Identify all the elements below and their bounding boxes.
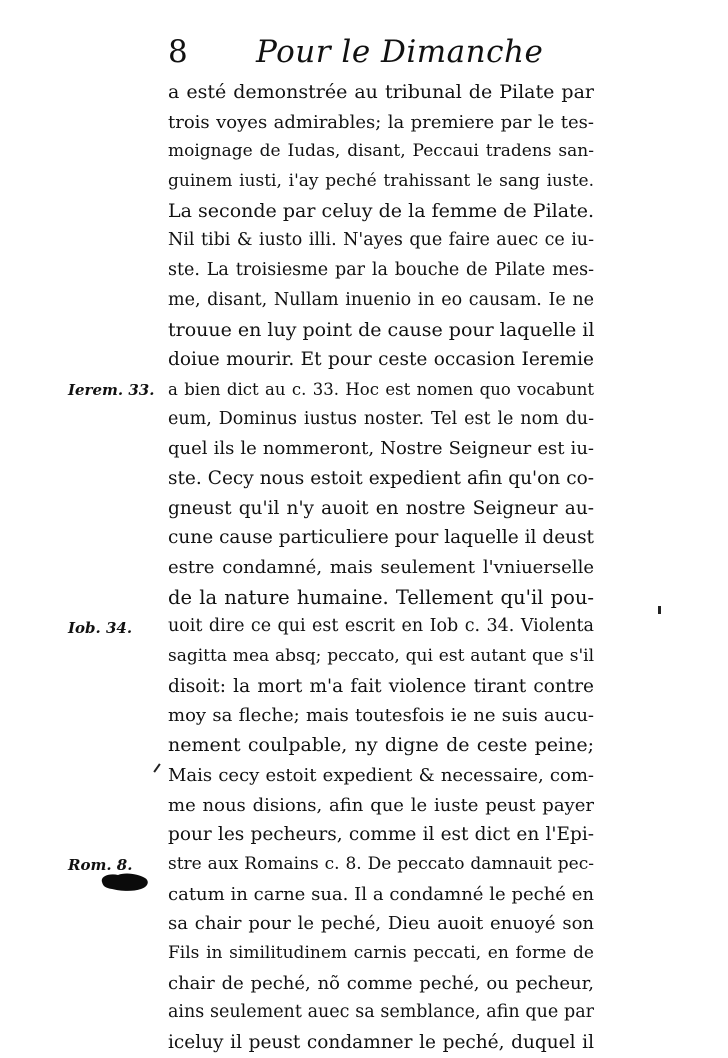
margin-note: Ierem. 33. [68,381,155,399]
text-line: trouue en luy point de cause pour laquelle il [168,318,595,341]
text-line: stre aux Romains c. 8. De peccato damnauit pec- [168,853,594,874]
text-line: La seconde par celuy de la femme de Pilate. [168,199,594,222]
text-line: quel ils le nommeront, Nostre Seigneur est iu- [168,438,594,460]
text-line: Nil tibi & iusto illi. N'ayes que faire auec ce iu- [168,230,594,251]
text-line: ste. Cecy nous estoit expedient afin qu'on co- [168,467,594,489]
text-line: a bien dict au c. 33. Hoc est nomen quo vocabunt [168,379,594,399]
text-line: me, disant, Nullam inuenio in eo causam. Ie ne [168,289,594,310]
text-line: sagitta mea absq; peccato, qui est autant que s'il [168,646,594,667]
text-line: ains seulement auec sa semblance, afin que par [168,1002,594,1023]
text-line: Mais cecy estoit expedient & necessaire, com- [168,764,594,786]
text-line: uoit dire ce qui est escrit en Iob c. 34. Violenta [168,616,594,637]
running-title: Pour le Dimanche [256,34,544,70]
text-line: catum in carne sua. Il a condamné le peché en [168,883,594,905]
text-line: gneust qu'il n'y auoit en nostre Seigneur au- [168,497,594,519]
text-line: pour les pecheurs, comme il est dict en l'Epi- [168,824,594,846]
text-line: disoit: la mort m'a fait violence tirant contre [168,675,594,697]
text-line: a esté demonstrée au tribunal de Pilate par [168,81,594,103]
text-line: cune cause particuliere pour laquelle il deust [168,527,594,549]
text-line: guinem iusti, i'ay peché trahissant le sang iuste. [168,171,594,192]
text-line: ste. La troisiesme par la bouche de Pilate mes- [168,260,594,281]
text-line: de la nature humaine. Tellement qu'il pou- [168,585,594,609]
stray-mark [153,763,160,772]
text-line: me nous disions, afin que le iuste peust payer [168,794,594,816]
stray-mark [658,606,661,614]
ink-blot [98,871,150,893]
body-text [168,78,594,1058]
text-line: doiue mourir. Et pour ceste occasion Ieremie [168,349,594,371]
text-line: trois voyes admirables; la premiere par le tes- [168,111,594,133]
margin-note: Iob. 34. [68,618,133,637]
text-line: iceluy il peust condamner le peché, duquel il [168,1032,594,1053]
page-header [168,30,608,74]
text-line: chair de peché, nõ comme peché, ou pecheur, [168,972,594,994]
text-line: moignage de Iudas, disant, Peccaui tradens san- [168,141,594,162]
text-line: estre condamné, mais seulement l'vniuerselle [168,557,594,578]
text-line: nement coulpable, ny digne de ceste peine; [168,734,594,757]
page-number: 8 [168,34,188,70]
text-line: Fils in similitudinem carnis peccati, en forme de [168,942,594,963]
margin-note: Rom. 8. [68,856,133,875]
text-line: moy sa fleche; mais toutesfois ie ne suis aucu- [168,705,594,727]
text-line: eum, Dominus iustus noster. Tel est le nom du- [168,408,594,429]
text-line: sa chair pour le peché, Dieu auoit enuoyé son [168,913,594,935]
